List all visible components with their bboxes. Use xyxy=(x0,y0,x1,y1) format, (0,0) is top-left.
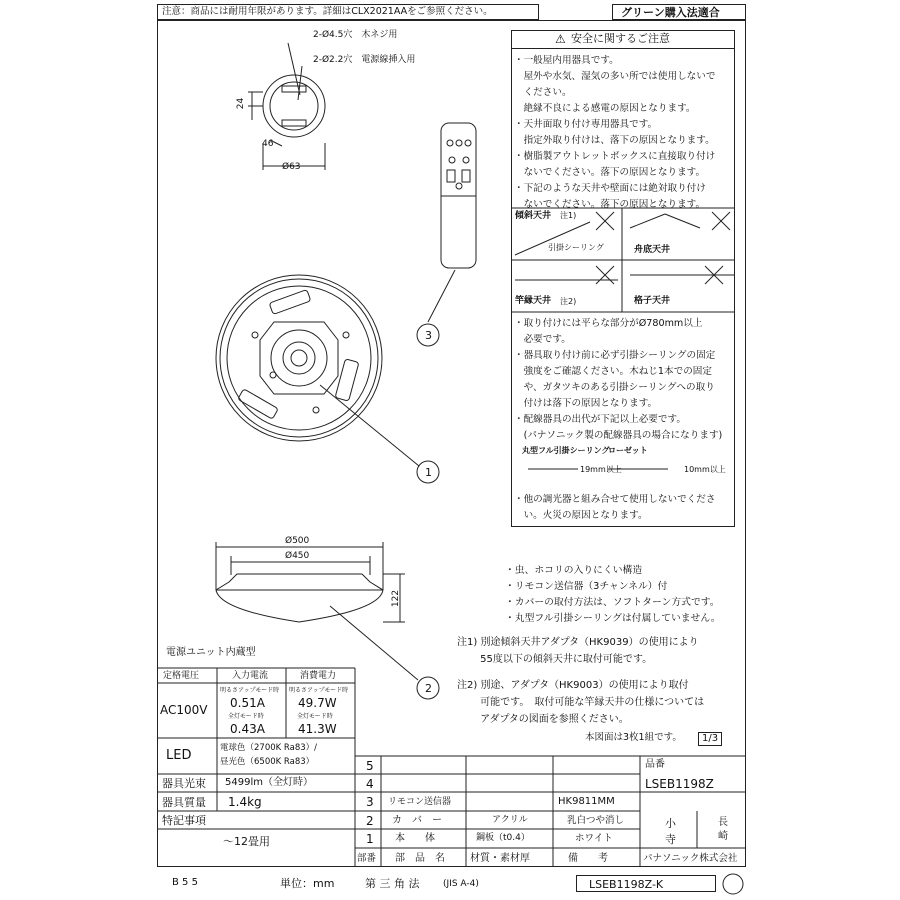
note-line: 可能です。 取付可能な竿縁天井の仕様については xyxy=(457,697,705,708)
part-no: 5 xyxy=(366,759,374,773)
safety-line: ・器具取り付け前に必ず引掛シーリングの固定 xyxy=(514,350,716,361)
warning-icon: ⚠ xyxy=(555,32,566,46)
safety-line: ・下記のような天井や壁面には絶対取り付け xyxy=(514,183,706,194)
footer-code: LSEB1198Z-K xyxy=(589,878,664,891)
drawn-1: 小 xyxy=(665,817,676,830)
pow-up: 49.7W xyxy=(298,696,337,710)
safety-line: (パナソニック製の配線器具の場合になります) xyxy=(514,430,723,441)
cur-full: 0.43A xyxy=(230,722,265,736)
dim-122: 122 xyxy=(391,589,402,608)
green-label: グリーン購入法適合 xyxy=(621,6,720,19)
dim10: 10mm以上 xyxy=(684,465,726,474)
note-line: アダプタの図面を参照ください。 xyxy=(457,714,629,725)
note1-mark: 注1) xyxy=(560,211,577,220)
safety-line: 強度をご確認ください。木ねじ1本での固定 xyxy=(514,366,712,377)
safety-list-3 xyxy=(514,492,734,524)
dim-24: 24 xyxy=(236,97,247,110)
pow-full: 41.3W xyxy=(298,722,337,736)
safety-line: 絶縁不良による感電の原因となります。 xyxy=(514,103,696,114)
dim-63: Ø63 xyxy=(282,162,301,172)
feature-item: ・丸型フル引掛シーリングは付属していません。 xyxy=(505,613,721,624)
h-rated: 定格電圧 xyxy=(163,671,200,681)
head-no: 部番 xyxy=(357,853,377,864)
h-power: 消費電力 xyxy=(300,671,337,681)
special-label: 特記事項 xyxy=(162,814,206,827)
safety-line: 付けは落下の原因となります。 xyxy=(514,398,658,409)
special-val: ～12畳用 xyxy=(223,835,270,848)
safety-line: ・配線器具の出代が下記以上必要です。 xyxy=(514,414,686,425)
note2-mark: 注2) xyxy=(560,297,577,306)
features-list xyxy=(505,563,721,627)
footer-code-box xyxy=(576,875,716,892)
company: パナソニック株式会社 xyxy=(643,853,738,864)
safety-line: 必要です。 xyxy=(514,334,571,345)
mode-full-a: 全灯モード時 xyxy=(228,713,264,720)
safety-title: 安全に関するご注意 xyxy=(571,32,670,45)
ring-label: 丸型フル引掛シーリング xyxy=(522,446,610,455)
ceiling-slope-label: 傾斜天井 xyxy=(515,211,552,221)
note-line: 55度以下の傾斜天井に取付可能です。 xyxy=(457,654,653,665)
cur-up: 0.51A xyxy=(230,696,265,710)
dim-500: Ø500 xyxy=(285,536,310,546)
safety-line: ないでください。落下の原因となります。 xyxy=(514,167,706,178)
rosette-label: ローゼット xyxy=(608,446,648,455)
head-material: 材質・素材厚 xyxy=(470,853,530,864)
part-no: 4 xyxy=(366,777,374,791)
part-no: 1 xyxy=(366,832,374,846)
part-material: アクリル xyxy=(492,815,528,825)
sheet-number: 1/3 xyxy=(698,732,722,746)
part-note: ホワイト xyxy=(575,833,613,844)
part-name: リモコン送信器 xyxy=(388,797,452,807)
dim19: 19mm以上 xyxy=(580,465,622,474)
note-line: 注2) 別途、アダプタ（HK9003）の使用により取付 xyxy=(457,680,689,691)
ceiling-gap-label: 竿縁天井 xyxy=(515,296,552,306)
part-note: HK9811MM xyxy=(558,796,615,807)
footer-size: B 5 5 xyxy=(172,877,198,888)
safety-line: ください。 xyxy=(514,87,572,98)
footer-jis: (JIS A-4) xyxy=(443,879,479,889)
mode-up-b: 明るさアップモード時 xyxy=(289,687,349,694)
ceiling-ring-label: 引掛シーリング xyxy=(548,243,604,252)
footer-angle: 第 三 角 法 xyxy=(365,877,420,890)
safety-line: や、ガタツキのある引掛シーリングへの取り xyxy=(514,382,715,393)
notes-2 xyxy=(457,677,704,728)
part-no: 2 xyxy=(366,814,374,828)
safety-line: ないでください。落下の原因となります。 xyxy=(514,199,706,210)
dim-450: Ø450 xyxy=(285,551,310,561)
safety-line: ・取り付けには平らな部分がØ780mm以上 xyxy=(514,318,703,329)
flux-val: 5499lm（全灯時） xyxy=(225,777,313,788)
mass-val: 1.4kg xyxy=(228,795,262,809)
dim-46: 46 xyxy=(262,139,274,149)
safety-line: ・一般屋内用器具です。 xyxy=(514,55,619,66)
hole-a-label: 2-Ø4.5穴 木ネジ用 xyxy=(313,30,398,40)
note-line: 注1) 別途傾斜天井アダプタ（HK9039）の使用により xyxy=(457,637,699,648)
h-current: 入力電流 xyxy=(232,671,269,681)
ceiling-grid-label: 格子天井 xyxy=(634,296,671,306)
part-name: 本 体 xyxy=(395,833,435,844)
power-title: 電源ユニット内蔵型 xyxy=(166,647,256,658)
led-val1: 電球色（2700K Ra83）/ xyxy=(220,743,318,753)
callout-3: 3 xyxy=(425,329,432,342)
sheet-count: 本図面は3枚1組です。 xyxy=(585,732,682,743)
part-note: 乳白つや消し xyxy=(567,815,625,826)
part-no: 3 xyxy=(366,795,374,809)
led-val2: 昼光色（6500K Ra83） xyxy=(220,757,315,767)
led-label: LED xyxy=(166,748,192,763)
safety-list-1 xyxy=(514,53,734,213)
product-number: LSEB1198Z xyxy=(645,777,714,791)
drawn-3: 寺 xyxy=(665,833,676,846)
feature-item: ・リモコン送信器（3チャンネル）付 xyxy=(505,581,668,592)
mode-full-b: 全灯モード時 xyxy=(297,713,333,720)
safety-list-2 xyxy=(514,316,734,444)
voltage: AC100V xyxy=(160,703,208,717)
feature-item: ・カバーの取付方法は、ソフトターン方式です。 xyxy=(505,597,720,608)
head-note: 備 考 xyxy=(568,853,608,864)
callout-1: 1 xyxy=(425,466,432,479)
footer-unit: 単位：mm xyxy=(280,877,335,890)
notes-1 xyxy=(457,634,699,668)
notice-text: 注意：商品には耐用年限があります。詳細はCLX2021AAをご参照ください。 xyxy=(162,6,493,17)
drawn-4: 崎 xyxy=(718,831,728,842)
product-label: 品番 xyxy=(645,759,665,770)
safety-title-bar xyxy=(511,30,735,49)
mode-up-a: 明るさアップモード時 xyxy=(220,687,280,694)
mass-label: 器具質量 xyxy=(162,796,206,809)
ceiling-boat-label: 舟底天井 xyxy=(634,245,671,255)
flux-label: 器具光束 xyxy=(162,777,206,790)
safety-line: ・樹脂製アウトレットボックスに直接取り付け xyxy=(514,151,716,162)
part-material: 鋼板（t0.4） xyxy=(476,833,530,843)
safety-line: い。火災の原因となります。 xyxy=(514,510,648,521)
safety-line: 屋外や水気、湿気の多い所では使用しないで xyxy=(514,71,716,82)
head-name: 部 品 名 xyxy=(395,853,445,864)
safety-line: ・他の調光器と組み合せて使用しないでくださ xyxy=(514,494,716,505)
feature-item: ・虫、ホコリの入りにくい構造 xyxy=(505,565,643,576)
hole-b-label: 2-Ø2.2穴 電源線挿入用 xyxy=(313,55,416,65)
part-name: カ バ ー xyxy=(392,815,442,826)
drawn-2: 長 xyxy=(718,817,728,828)
safety-line: ・天井面取り付け専用器具です。 xyxy=(514,119,658,130)
callout-2: 2 xyxy=(425,682,432,695)
safety-line: 指定外取り付けは、落下の原因となります。 xyxy=(514,135,715,146)
